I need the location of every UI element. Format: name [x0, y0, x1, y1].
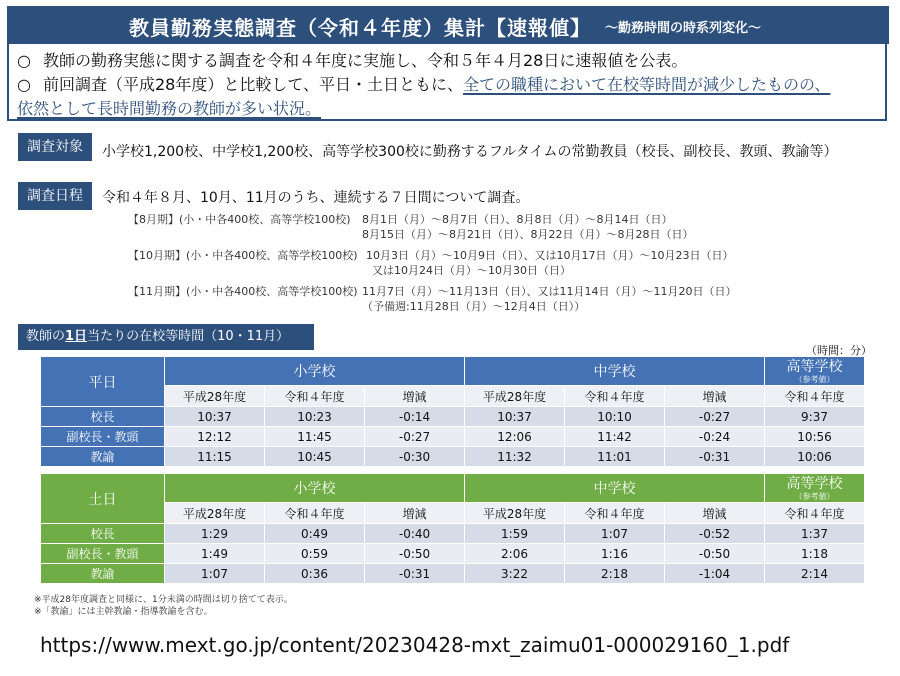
summary-box	[7, 44, 887, 121]
weekend-table	[40, 473, 865, 584]
table-cell: 10:23	[265, 407, 365, 427]
column-header-r4: 令和４年度	[565, 503, 665, 524]
title-bar	[7, 6, 889, 44]
table-cell: -0:31	[365, 564, 465, 584]
summary-emphasis-2: 依然として長時間勤務の教師が多い状況。	[17, 99, 322, 118]
junior-high-header: 中学校	[465, 357, 765, 386]
table-cell: 1:59	[465, 524, 565, 544]
period-november-name: 【11月期】(小・中各400校、高等学校100校)	[128, 285, 358, 298]
table-section-label	[18, 324, 314, 350]
table-cell: 10:06	[765, 447, 865, 467]
column-header-r4: 令和４年度	[565, 386, 665, 407]
table-cell: 2:06	[465, 544, 565, 564]
column-header-h28: 平成28年度	[165, 386, 265, 407]
row-label-vice-principal: 副校長・教頭	[41, 544, 165, 564]
row-label-principal: 校長	[41, 524, 165, 544]
summary-text-2: 前回調査（平成28年度）と比較して、平日・土日ともに、	[43, 75, 464, 94]
table-cell: -1:04	[665, 564, 765, 584]
high-school-header	[765, 474, 865, 503]
period-october-name: 【10月期】(小・中各400校、高等学校100校)	[128, 249, 358, 262]
period-august-name: 【8月期】(小・中各400校、高等学校100校)	[128, 213, 351, 226]
row-label-teacher: 教諭	[41, 447, 165, 467]
unit-note: （時間：分）	[806, 344, 872, 357]
column-header-r4: 令和４年度	[765, 386, 865, 407]
table-cell: -0:31	[665, 447, 765, 467]
table-cell: 0:59	[265, 544, 365, 564]
footnote: ※平成28年度調査と同様に、1分未満の時間は切り捨てて表示。	[34, 595, 293, 605]
table-cell: -0:40	[365, 524, 465, 544]
table-cell: 1:49	[165, 544, 265, 564]
table-cell: 2:14	[765, 564, 865, 584]
high-school-title: 高等学校	[786, 475, 843, 492]
table-row	[41, 407, 865, 427]
high-school-title: 高等学校	[786, 358, 843, 375]
reference-note: （参考値）	[794, 491, 835, 501]
table-cell: -0:30	[365, 447, 465, 467]
table-cell: 10:56	[765, 427, 865, 447]
table-row	[41, 544, 865, 564]
high-school-header	[765, 357, 865, 386]
column-header-diff: 増減	[365, 503, 465, 524]
table-row	[41, 427, 865, 447]
summary-emphasis-1: 全ての職種において在校等時間が減少したものの、	[463, 75, 831, 94]
column-header-h28: 平成28年度	[465, 503, 565, 524]
page-subtitle: ～勤務時間の時系列変化～	[605, 21, 762, 36]
table-cell: -0:27	[665, 407, 765, 427]
table-cell: 12:06	[465, 427, 565, 447]
table-cell: -0:50	[665, 544, 765, 564]
table-cell: 10:10	[565, 407, 665, 427]
weekend-label: 土日	[41, 474, 165, 524]
table-cell: -0:52	[665, 524, 765, 544]
table-cell: -0:24	[665, 427, 765, 447]
junior-high-header: 中学校	[465, 474, 765, 503]
table-cell: 1:29	[165, 524, 265, 544]
table-cell: 1:07	[165, 564, 265, 584]
summary-line-3	[17, 96, 321, 119]
summary-line-2	[17, 72, 830, 95]
bullet-circle: ○	[17, 75, 31, 94]
column-header-r4: 令和４年度	[265, 503, 365, 524]
period-august-line-2: 8月15日（月）～8月21日（日）、8月22日（月）～8月28日（日）	[362, 228, 694, 241]
period-november-line-2: （予備週:11月28日（月）～12月4日（日））	[362, 300, 586, 313]
table-cell: 10:45	[265, 447, 365, 467]
table-cell: 1:18	[765, 544, 865, 564]
summary-text-1: 教師の勤務実態に関する調査を令和４年度に実施し、令和５年４月28日に速報値を公表。	[43, 51, 688, 70]
column-header-diff: 増減	[365, 386, 465, 407]
period-november-line-1: 11月7日（月）～11月13日（日）、又は11月14日（月）～11月20日（日）	[362, 285, 737, 298]
column-header-h28: 平成28年度	[465, 386, 565, 407]
table-cell: 3:22	[465, 564, 565, 584]
table-cell: -0:50	[365, 544, 465, 564]
elementary-header: 小学校	[165, 357, 465, 386]
table-cell: 1:37	[765, 524, 865, 544]
table-cell: 11:15	[165, 447, 265, 467]
column-header-r4: 令和４年度	[265, 386, 365, 407]
weekday-label: 平日	[41, 357, 165, 407]
table-cell: 1:07	[565, 524, 665, 544]
table-label-emphasis: 1日	[65, 329, 88, 344]
survey-target-label: 調査対象	[18, 133, 92, 161]
period-october-line-1: 10月3日（月）～10月9日（日）、又は10月17日（月）～10月23日（日）	[366, 249, 734, 262]
survey-dates-label: 調査日程	[18, 182, 92, 210]
column-header-diff: 増減	[665, 503, 765, 524]
table-cell: -0:27	[365, 427, 465, 447]
table-cell: 0:36	[265, 564, 365, 584]
table-cell: -0:14	[365, 407, 465, 427]
table-row	[41, 564, 865, 584]
bullet-circle: ○	[17, 51, 31, 70]
column-header-r4: 令和４年度	[765, 503, 865, 524]
table-row	[41, 447, 865, 467]
table-label-prefix: 教師の	[26, 329, 66, 344]
table-row	[41, 524, 865, 544]
table-cell: 12:12	[165, 427, 265, 447]
table-cell: 11:45	[265, 427, 365, 447]
survey-dates-text: 令和４年８月、10月、11月のうち、連続する７日間について調査。	[102, 190, 530, 206]
table-cell: 10:37	[165, 407, 265, 427]
weekday-table	[40, 356, 865, 467]
table-cell: 11:01	[565, 447, 665, 467]
table-cell: 11:32	[465, 447, 565, 467]
table-cell: 11:42	[565, 427, 665, 447]
source-url: https://www.mext.go.jp/content/20230428-mxt_zaimu01-000029160_1.pdf	[40, 633, 790, 657]
summary-line-1	[17, 48, 687, 71]
column-header-h28: 平成28年度	[165, 503, 265, 524]
table-cell: 0:49	[265, 524, 365, 544]
table-label-suffix: 当たりの在校等時間（10・11月）	[87, 329, 290, 344]
reference-note: （参考値）	[794, 374, 835, 384]
page-title: 教員勤務実態調査（令和４年度）集計【速報値】	[129, 16, 591, 40]
footnote: ※「教諭」には主幹教諭・指導教諭を含む。	[34, 607, 213, 617]
period-august-line-1: 8月1日（月）～8月7日（日）、8月8日（月）～8月14日（日）	[362, 213, 673, 226]
table-cell: 2:18	[565, 564, 665, 584]
row-label-vice-principal: 副校長・教頭	[41, 427, 165, 447]
survey-target-text: 小学校1,200校、中学校1,200校、高等学校300校に勤務するフルタイムの常勤教員（校長、副校長、教頭、教諭等）	[102, 144, 838, 160]
table-cell: 1:16	[565, 544, 665, 564]
column-header-diff: 増減	[665, 386, 765, 407]
row-label-principal: 校長	[41, 407, 165, 427]
elementary-header: 小学校	[165, 474, 465, 503]
row-label-teacher: 教諭	[41, 564, 165, 584]
table-cell: 10:37	[465, 407, 565, 427]
period-october-line-2: 又は10月24日（月）～10月30日（日）	[372, 264, 571, 277]
table-cell: 9:37	[765, 407, 865, 427]
